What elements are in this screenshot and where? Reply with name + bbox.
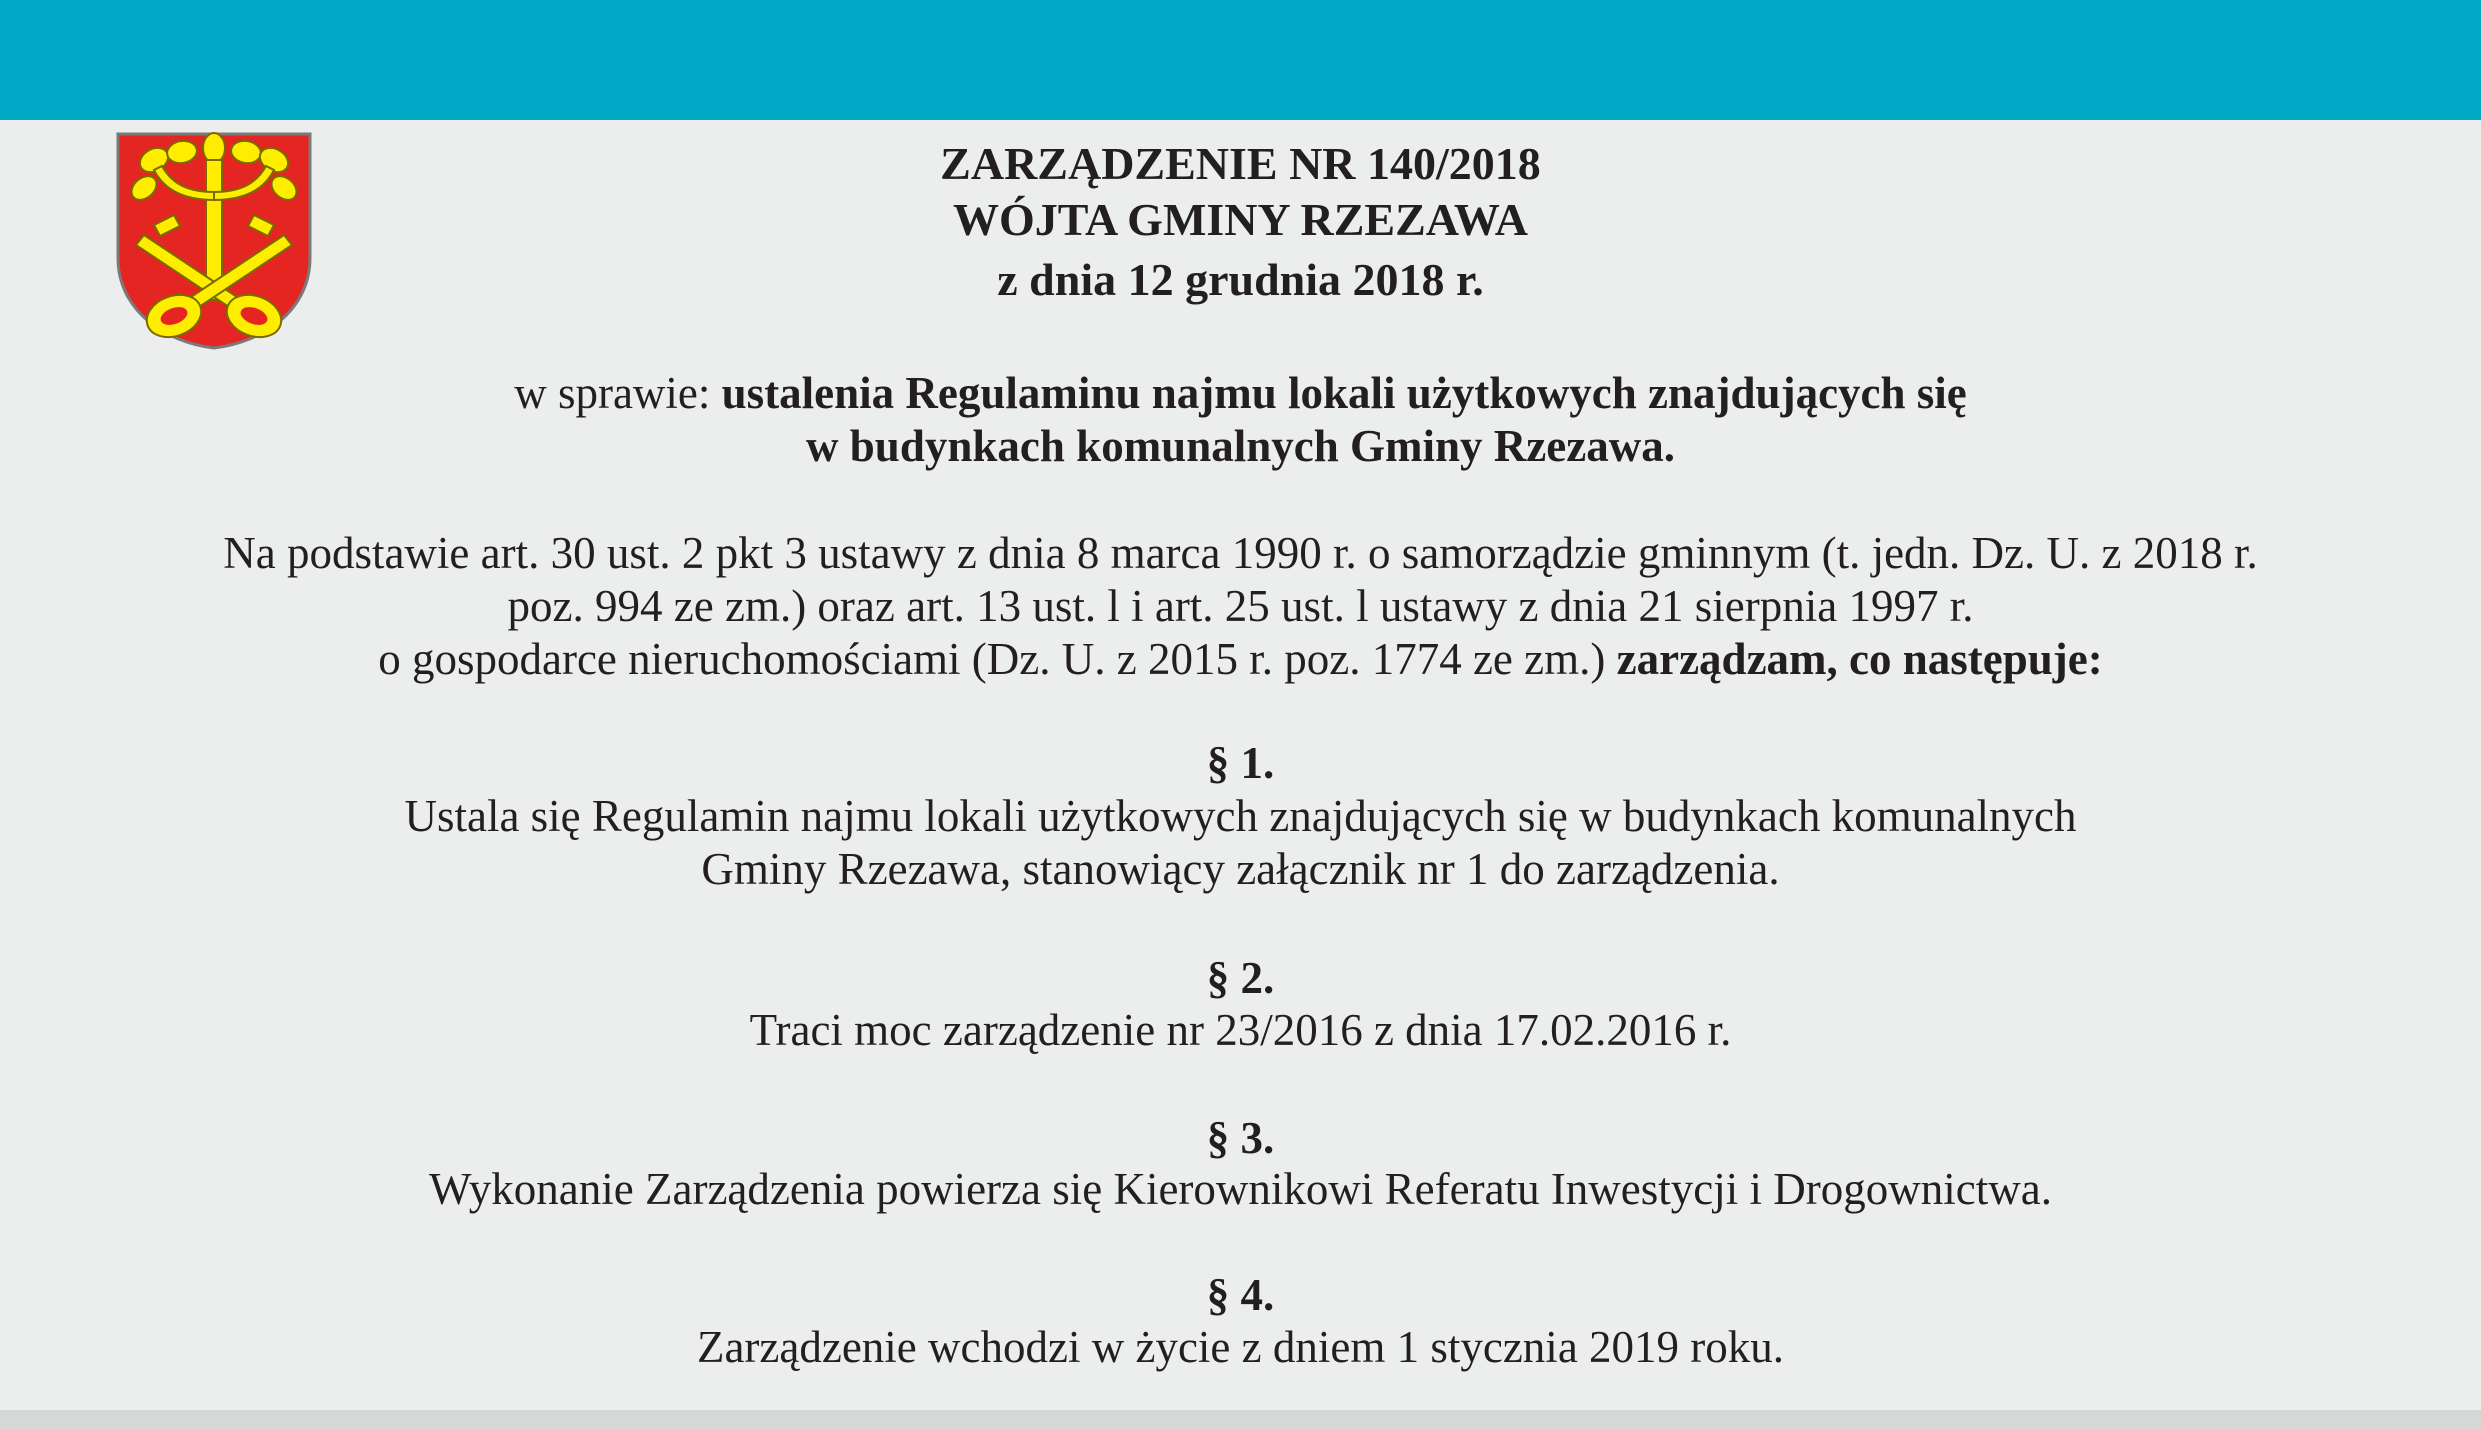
bottom-band bbox=[0, 1410, 2481, 1430]
basis-line-3 bbox=[0, 634, 2481, 684]
top-banner bbox=[0, 0, 2481, 120]
section-2-mark: § 2. bbox=[1206, 953, 1275, 1003]
document-issuer: WÓJTA GMINY RZEZAWA bbox=[952, 194, 1529, 245]
document-title: ZARZĄDZENIE NR 140/2018 bbox=[940, 138, 1541, 189]
section-3-mark: § 3. bbox=[1206, 1113, 1275, 1163]
section-2-line-1: Traci moc zarządzenie nr 23/2016 z dnia 17.02.2016 r. bbox=[749, 1005, 1732, 1055]
basis-line-2: poz. 994 ze zm.) oraz art. 13 ust. l i art. 25 ust. l ustawy z dnia 21 sierpnia 1997 r. bbox=[507, 581, 1974, 631]
section-4-line-1: Zarządzenie wchodzi w życie z dniem 1 stycznia 2019 roku. bbox=[696, 1322, 1785, 1372]
section-4-mark: § 4. bbox=[1206, 1270, 1275, 1320]
section-3-line-1: Wykonanie Zarządzenia powierza się Kierownikowi Referatu Inwestycji i Drogownictwa. bbox=[429, 1164, 2052, 1214]
section-1-mark: § 1. bbox=[1206, 738, 1275, 788]
basis-bold: zarządzam, co następuje: bbox=[1616, 634, 2103, 684]
document-date: z dnia 12 grudnia 2018 r. bbox=[997, 254, 1484, 305]
basis-regular: o gospodarce nieruchomościami (Dz. U. z 2015 r. poz. 1774 ze zm.) bbox=[378, 634, 1617, 684]
subject-bold-2: w budynkach komunalnych Gminy Rzezawa. bbox=[806, 421, 1675, 471]
basis-line-1: Na podstawie art. 30 ust. 2 pkt 3 ustawy z dnia 8 marca 1990 r. o samorządzie gminnym (t. jedn. Dz. U. z 2018 r. bbox=[223, 528, 2258, 578]
subject-prefix: w sprawie: bbox=[514, 368, 722, 418]
subject-bold-1: ustalenia Regulaminu najmu lokali użytkowych znajdujących się bbox=[721, 368, 1967, 418]
subject-line-1 bbox=[0, 368, 2481, 418]
subject-line-2 bbox=[0, 421, 2481, 471]
section-1-line-2: Gminy Rzezawa, stanowiący załącznik nr 1 do zarządzenia. bbox=[701, 844, 1780, 894]
section-1-line-1: Ustala się Regulamin najmu lokali użytkowych znajdujących się w budynkach komunalnych bbox=[404, 791, 2077, 841]
